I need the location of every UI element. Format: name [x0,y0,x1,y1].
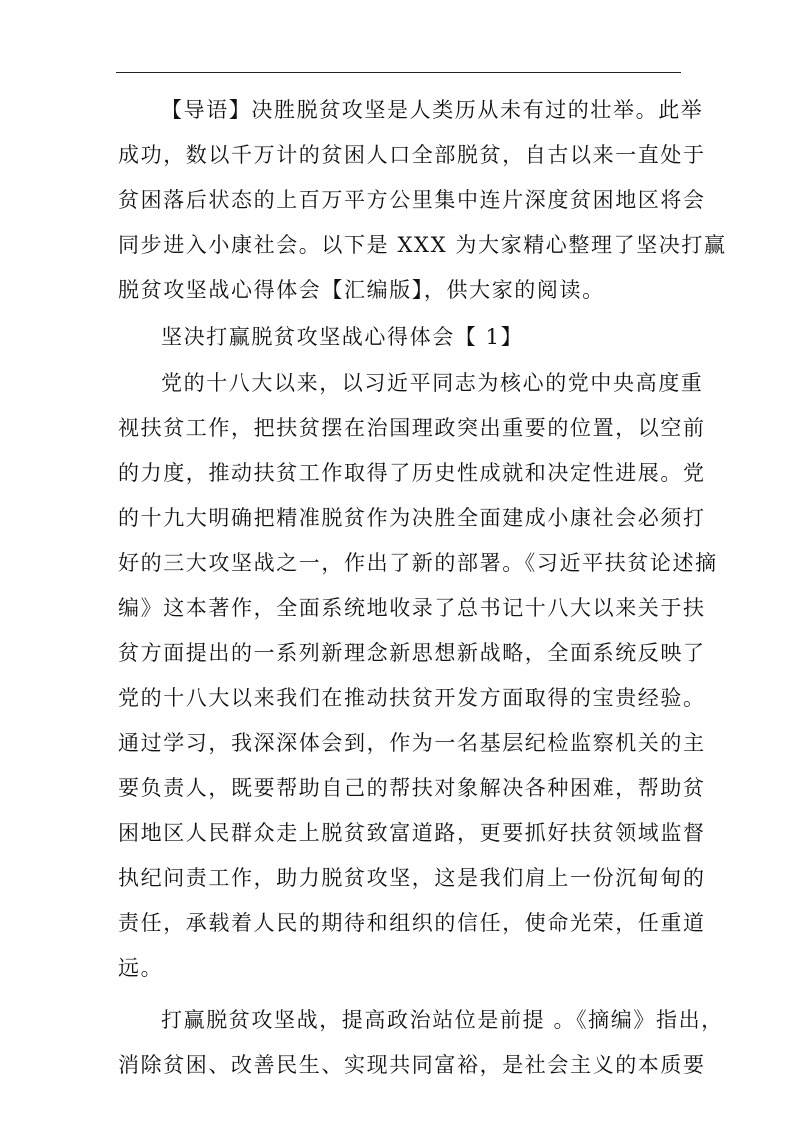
body-line-11: 困地区人民群众走上脱贫致富道路，更要抓好扶贫领域监督 [118,821,706,845]
body-line-6: 编》这本著作，全面系统地收录了总书记十八大以来关于扶 [118,596,706,620]
body2-line-1: 打赢脱贫攻坚战，提高政治站位是前提 。《摘编》指出， [161,1008,724,1032]
intro-line-2: 成功，数以千万计的贫困人口全部脱贫，自古以来一直处于 [118,143,706,167]
intro-line-5: 脱贫攻坚战心得体会【汇编版】，供大家的阅读。 [118,278,605,302]
body-line-4: 的十九大明确把精准脱贫作为决胜全面建成小康社会必须打 [118,506,706,530]
intro-line-1: 【导语】决胜脱贫攻坚是人类历从未有过的壮举。此举 [161,98,704,122]
header-rule [116,72,681,73]
body-line-13: 责任，承载着人民的期待和组织的信任，使命光荣，任重道 [118,911,706,935]
intro-line-3: 贫困落后状态的上百万平方公里集中连片深度贫困地区将会 [118,188,706,212]
body-line-2: 视扶贫工作，把扶贫摆在治国理政突出重要的位置，以空前 [118,416,706,440]
body-line-5: 好的三大攻坚战之一，作出了新的部署。《习近平扶贫论述摘 [118,551,718,575]
body-line-10: 要负责人，既要帮助自己的帮扶对象解决各种困难，帮助贫 [118,776,706,800]
body-line-7: 贫方面提出的一系列新理念新思想新战略，全面系统反映了 [118,641,706,665]
body-line-12: 执纪问责工作，助力脱贫攻坚，这是我们肩上一份沉甸甸的 [118,866,706,890]
body2-line-2: 消除贫困、改善民生、实现共同富裕，是社会主义的本质要 [118,1053,706,1077]
intro-line-4: 同步进入小康社会。以下是 XXX 为大家精心整理了坚决打赢 [118,233,727,257]
section-heading: 坚决打赢脱贫攻坚战心得体会【 1】 [161,325,524,349]
body-line-1: 党的十八大以来，以习近平同志为核心的党中央高度重 [161,371,704,395]
body-line-8: 党的十八大以来我们在推动扶贫开发方面取得的宝贵经验。 [118,686,706,710]
body-line-3: 的力度，推动扶贫工作取得了历史性成就和决定性进展。党 [118,461,706,485]
body-line-9: 通过学习，我深深体会到，作为一名基层纪检监察机关的主 [118,731,706,755]
body-line-14: 远。 [118,956,164,980]
